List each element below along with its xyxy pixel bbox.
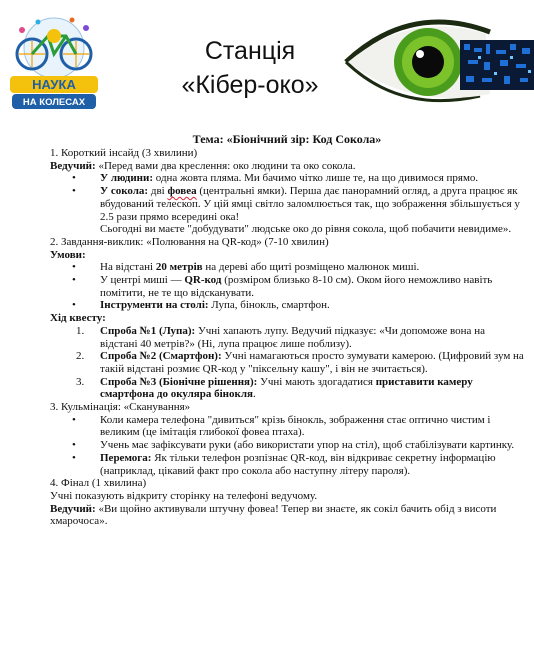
quest-steps bbox=[50, 325, 524, 401]
label: Хід квесту: bbox=[50, 312, 106, 325]
item-text: одна жовта пляма. Ми бачимо чітко лише те, на що дивимося прямо. bbox=[153, 172, 479, 185]
item-bold: Спроба №3 (Біонічне рішення): bbox=[100, 375, 258, 388]
item-label: У людини: bbox=[100, 172, 154, 185]
section-3-list bbox=[50, 414, 524, 478]
section-1-lead bbox=[50, 160, 524, 173]
page-title bbox=[150, 34, 350, 102]
item-label: Перемога: bbox=[100, 451, 152, 464]
item-text: на дереві або щиті розміщено малюнок миші. bbox=[202, 261, 420, 274]
section-4-heading: 4. Фінал (1 хвилина) bbox=[50, 477, 147, 490]
section-2-list bbox=[50, 261, 524, 312]
item-number: 2. bbox=[76, 350, 85, 363]
item-text: Учні хапають лупу. Ведучий підказує: «Чи допоможе вона на відстані 40 метрів?» (Ні, лупа працює лише поблизу). bbox=[100, 324, 485, 350]
list-item bbox=[50, 452, 524, 477]
item-number: 3. bbox=[76, 375, 85, 388]
list-item bbox=[50, 325, 524, 350]
title-line2: «Кібер-око» bbox=[181, 71, 319, 99]
quest-label bbox=[50, 312, 524, 325]
item-bold: Інструменти на столі: bbox=[100, 299, 209, 312]
fovea-term: фовеа bbox=[167, 185, 197, 198]
item-number: 1. bbox=[76, 324, 85, 337]
item-text: . bbox=[252, 388, 256, 401]
item-text: Сьогодні ви маєте "добудувати" людське око до рівня сокола, щоб побачити невидиме». bbox=[100, 223, 512, 236]
logo-line2: НА КОЛЕСАХ bbox=[22, 97, 86, 108]
conditions-label bbox=[50, 249, 524, 262]
item-bold: Спроба №2 (Смартфон): bbox=[100, 350, 222, 363]
item-label: У сокола: bbox=[100, 185, 149, 198]
list-item bbox=[50, 274, 524, 299]
section-1-heading: 1. Короткий інсайд (3 хвилини) bbox=[50, 147, 198, 159]
lead-text: «Ви щойно активували штучну фовеа! Тепер ви знаєте, як сокіл бачить обід з висоти хмарочоса». bbox=[50, 502, 497, 528]
lead-label: Ведучий: bbox=[50, 159, 96, 172]
item-text: Учні намагаються просто зумувати камерою. (Цифровий зум на такій відстані розмиє QR-код у "піксельну кашу", і він не зчитається). bbox=[100, 350, 524, 375]
logo-line1: НАУКА bbox=[32, 77, 76, 92]
document-body bbox=[50, 132, 524, 528]
lead-text: «Перед вами два креслення: око людини та око сокола. bbox=[95, 159, 356, 172]
list-item bbox=[50, 350, 524, 375]
list-item bbox=[50, 185, 524, 236]
item-bold: 20 метрів bbox=[155, 261, 203, 274]
section-2-heading: 2. Завдання-виклик: «Полювання на QR-код» (7-10 хвилин) bbox=[50, 235, 329, 248]
list-item: • Учень має зафіксувати руки (або використати упор на стіл), щоб стабілізувати картинку. bbox=[50, 439, 524, 452]
item-text: Лупа, бінокль, смартфон. bbox=[208, 299, 330, 312]
bicycle-logo-icon bbox=[8, 14, 100, 112]
header bbox=[0, 0, 534, 125]
item-text: На відстані bbox=[100, 261, 156, 274]
section-1-list bbox=[50, 172, 524, 236]
section-4-line: Учні показують відкриту сторінку на телефоні ведучому. bbox=[50, 489, 318, 502]
lead-label: Ведучий: bbox=[50, 502, 96, 515]
item-bold: приставити камеру смартфона до окуляра бінокля bbox=[100, 375, 473, 401]
section-4-lead bbox=[50, 503, 524, 528]
item-bold: QR-код bbox=[184, 274, 222, 287]
list-item bbox=[50, 299, 524, 312]
list-item bbox=[50, 172, 524, 185]
cyber-eye-icon bbox=[340, 10, 534, 116]
item-text: (центральні ямки). Перша дає панорамний огляд, а друга працює як вбудований телескоп. У цій ямці світло заломлюється так, що зображення збільшується у 2.5 рази прямо всередині ока! bbox=[100, 185, 520, 223]
item-bold: Спроба №1 (Лупа): bbox=[100, 324, 196, 337]
label: Умови: bbox=[50, 248, 86, 261]
topic-heading: Тема: «Біонічний зір: Код Сокола» bbox=[192, 132, 382, 146]
section-3-heading: 3. Кульмінація: «Сканування» bbox=[50, 401, 191, 414]
item-text: Як тільки телефон розпізнає QR-код, він відкриває секретну інформацію (наприклад, цікавий факт про сокола або наступну літеру пароля). bbox=[100, 451, 496, 477]
list-item bbox=[50, 376, 524, 401]
item-text: (розміром близько 8-10 см). Оком його неможливо навіть помітити, не те що відсканувати. bbox=[100, 274, 493, 299]
list-item bbox=[50, 261, 524, 274]
item-text: дві bbox=[148, 185, 168, 198]
list-item: • Коли камера телефона "дивиться" крізь бінокль, зображення стає оптично чистим і великим (це імітація глибокої фовеа птаха). bbox=[50, 414, 524, 439]
item-text: У центрі миші — bbox=[100, 274, 185, 287]
title-line1: Станція bbox=[204, 37, 296, 65]
item-text: Учні мають здогадатися bbox=[257, 375, 376, 388]
